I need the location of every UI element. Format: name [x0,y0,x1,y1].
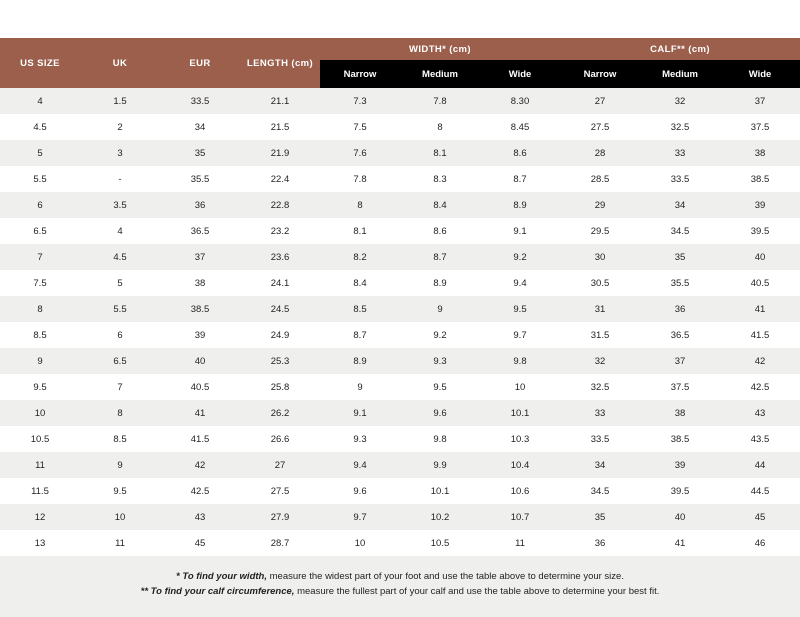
cell-us-size: 12 [0,504,80,530]
cell-length: 24.5 [240,296,320,322]
cell-uk: 1.5 [80,88,160,114]
cell-width-narrow: 7.3 [320,88,400,114]
cell-calf-medium: 33.5 [640,166,720,192]
cell-calf-wide: 43.5 [720,426,800,452]
cell-us-size: 8 [0,296,80,322]
cell-length: 23.6 [240,244,320,270]
cell-us-size: 11 [0,452,80,478]
col-header-eur: EUR [160,38,240,88]
cell-us-size: 9.5 [0,374,80,400]
cell-width-narrow: 9.3 [320,426,400,452]
footnote-width-text: measure the widest part of your foot and use the table above to determine your size. [266,571,624,582]
cell-width-narrow: 9.6 [320,478,400,504]
footnote-calf-text: measure the fullest part of your calf and use the table above to determine your best fit. [294,585,660,597]
cell-width-wide: 9.4 [480,270,560,296]
cell-length: 21.1 [240,88,320,114]
cell-width-medium: 9.2 [400,322,480,348]
footnote-calf [40,585,760,600]
cell-calf-narrow: 29.5 [560,218,640,244]
table-row [0,452,800,478]
cell-us-size: 10.5 [0,426,80,452]
cell-eur: 35.5 [160,166,240,192]
cell-calf-wide: 43 [720,400,800,426]
cell-eur: 45 [160,530,240,556]
cell-calf-medium: 32.5 [640,114,720,140]
cell-width-medium: 9.6 [400,400,480,426]
table-row [0,504,800,530]
cell-uk: 10 [80,504,160,530]
cell-calf-wide: 45 [720,504,800,530]
cell-us-size: 11.5 [0,478,80,504]
header-group-row [0,38,800,60]
table-row [0,140,800,166]
cell-width-narrow: 8.9 [320,348,400,374]
cell-calf-wide: 37.5 [720,114,800,140]
cell-width-narrow: 9.1 [320,400,400,426]
col-header-uk: UK [80,38,160,88]
table-header [0,38,800,88]
cell-calf-narrow: 33.5 [560,426,640,452]
cell-calf-wide: 40.5 [720,270,800,296]
cell-calf-wide: 38 [720,140,800,166]
cell-eur: 43 [160,504,240,530]
table-row [0,296,800,322]
cell-calf-medium: 34.5 [640,218,720,244]
table-row [0,400,800,426]
cell-calf-narrow: 28.5 [560,166,640,192]
cell-width-medium: 9.9 [400,452,480,478]
cell-length: 26.2 [240,400,320,426]
cell-eur: 37 [160,244,240,270]
cell-length: 26.6 [240,426,320,452]
cell-width-medium: 9.8 [400,426,480,452]
cell-calf-narrow: 27 [560,88,640,114]
cell-us-size: 9 [0,348,80,374]
cell-eur: 38.5 [160,296,240,322]
cell-calf-medium: 38 [640,400,720,426]
cell-us-size: 4.5 [0,114,80,140]
cell-width-narrow: 8.4 [320,270,400,296]
cell-width-medium: 8.7 [400,244,480,270]
cell-length: 25.8 [240,374,320,400]
cell-us-size: 10 [0,400,80,426]
cell-uk: 11 [80,530,160,556]
cell-calf-wide: 42.5 [720,374,800,400]
cell-uk: 2 [80,114,160,140]
cell-width-narrow: 9.4 [320,452,400,478]
cell-width-wide: 9.7 [480,322,560,348]
cell-width-wide: 10.7 [480,504,560,530]
cell-width-wide: 11 [480,530,560,556]
cell-width-narrow: 8.5 [320,296,400,322]
cell-length: 24.9 [240,322,320,348]
cell-calf-medium: 36.5 [640,322,720,348]
cell-width-medium: 9 [400,296,480,322]
cell-uk: 6.5 [80,348,160,374]
cell-length: 22.4 [240,166,320,192]
cell-us-size: 5 [0,140,80,166]
table-row [0,270,800,296]
col-header-width-narrow: Narrow [320,60,400,88]
table-row [0,322,800,348]
cell-eur: 42.5 [160,478,240,504]
cell-uk: 9 [80,452,160,478]
cell-calf-narrow: 31 [560,296,640,322]
cell-width-medium: 10.5 [400,530,480,556]
cell-width-wide: 10 [480,374,560,400]
cell-eur: 40.5 [160,374,240,400]
cell-uk: 4.5 [80,244,160,270]
cell-calf-medium: 39.5 [640,478,720,504]
cell-width-narrow: 7.8 [320,166,400,192]
footnote-width-label: * To find your width, [176,571,267,582]
cell-calf-wide: 44.5 [720,478,800,504]
cell-calf-narrow: 36 [560,530,640,556]
cell-calf-medium: 37.5 [640,374,720,400]
cell-uk: 3.5 [80,192,160,218]
cell-eur: 41.5 [160,426,240,452]
cell-us-size: 6.5 [0,218,80,244]
cell-length: 21.9 [240,140,320,166]
cell-width-wide: 8.30 [480,88,560,114]
cell-width-narrow: 9 [320,374,400,400]
table-row [0,426,800,452]
col-header-length: LENGTH (cm) [240,38,320,88]
footnote-width [40,570,760,585]
cell-width-medium: 7.8 [400,88,480,114]
cell-width-wide: 9.1 [480,218,560,244]
cell-width-narrow: 7.6 [320,140,400,166]
cell-width-wide: 8.7 [480,166,560,192]
cell-width-wide: 10.6 [480,478,560,504]
cell-width-wide: 10.1 [480,400,560,426]
cell-eur: 40 [160,348,240,374]
cell-us-size: 8.5 [0,322,80,348]
size-chart-table [0,38,800,556]
cell-eur: 39 [160,322,240,348]
cell-us-size: 4 [0,88,80,114]
cell-calf-medium: 39 [640,452,720,478]
cell-length: 27.9 [240,504,320,530]
cell-calf-narrow: 32.5 [560,374,640,400]
cell-uk: 9.5 [80,478,160,504]
cell-uk: 5 [80,270,160,296]
cell-calf-narrow: 34.5 [560,478,640,504]
cell-width-wide: 8.9 [480,192,560,218]
cell-length: 25.3 [240,348,320,374]
col-header-width-wide: Wide [480,60,560,88]
table-row [0,192,800,218]
cell-length: 22.8 [240,192,320,218]
cell-calf-wide: 40 [720,244,800,270]
cell-calf-narrow: 28 [560,140,640,166]
cell-calf-medium: 35 [640,244,720,270]
cell-calf-medium: 34 [640,192,720,218]
cell-width-narrow: 7.5 [320,114,400,140]
cell-uk: 3 [80,140,160,166]
cell-calf-narrow: 34 [560,452,640,478]
cell-width-narrow: 10 [320,530,400,556]
cell-width-medium: 10.2 [400,504,480,530]
cell-uk: 5.5 [80,296,160,322]
cell-uk: - [80,166,160,192]
cell-calf-medium: 32 [640,88,720,114]
col-group-header-calf: CALF** (cm) [560,38,800,60]
footnotes [0,556,800,617]
cell-width-wide: 9.5 [480,296,560,322]
cell-calf-narrow: 35 [560,504,640,530]
cell-uk: 7 [80,374,160,400]
cell-width-narrow: 8 [320,192,400,218]
cell-width-medium: 8.9 [400,270,480,296]
cell-length: 28.7 [240,530,320,556]
cell-uk: 6 [80,322,160,348]
cell-calf-wide: 41.5 [720,322,800,348]
cell-eur: 34 [160,114,240,140]
cell-calf-wide: 46 [720,530,800,556]
cell-width-narrow: 8.2 [320,244,400,270]
cell-length: 27 [240,452,320,478]
cell-calf-medium: 37 [640,348,720,374]
cell-width-wide: 10.3 [480,426,560,452]
cell-us-size: 5.5 [0,166,80,192]
cell-calf-wide: 38.5 [720,166,800,192]
cell-calf-narrow: 31.5 [560,322,640,348]
table-body [0,88,800,556]
cell-width-medium: 8.4 [400,192,480,218]
table-row [0,530,800,556]
cell-width-medium: 9.5 [400,374,480,400]
cell-width-wide: 9.2 [480,244,560,270]
table-row [0,374,800,400]
cell-width-wide: 9.8 [480,348,560,374]
cell-calf-narrow: 27.5 [560,114,640,140]
cell-calf-wide: 44 [720,452,800,478]
cell-width-medium: 9.3 [400,348,480,374]
cell-width-medium: 8.1 [400,140,480,166]
cell-calf-wide: 41 [720,296,800,322]
cell-uk: 8.5 [80,426,160,452]
cell-eur: 41 [160,400,240,426]
cell-uk: 8 [80,400,160,426]
col-group-header-width: WIDTH* (cm) [320,38,560,60]
cell-calf-medium: 38.5 [640,426,720,452]
cell-calf-medium: 33 [640,140,720,166]
cell-calf-wide: 39 [720,192,800,218]
cell-calf-medium: 35.5 [640,270,720,296]
cell-us-size: 7 [0,244,80,270]
cell-width-narrow: 8.7 [320,322,400,348]
cell-calf-wide: 37 [720,88,800,114]
cell-calf-wide: 39.5 [720,218,800,244]
cell-length: 21.5 [240,114,320,140]
table-row [0,88,800,114]
cell-width-medium: 10.1 [400,478,480,504]
cell-us-size: 7.5 [0,270,80,296]
cell-us-size: 6 [0,192,80,218]
cell-calf-medium: 41 [640,530,720,556]
cell-us-size: 13 [0,530,80,556]
cell-eur: 33.5 [160,88,240,114]
cell-length: 27.5 [240,478,320,504]
cell-width-wide: 8.6 [480,140,560,166]
cell-calf-narrow: 29 [560,192,640,218]
cell-eur: 36 [160,192,240,218]
table-row [0,244,800,270]
cell-calf-narrow: 30.5 [560,270,640,296]
cell-length: 23.2 [240,218,320,244]
cell-width-narrow: 9.7 [320,504,400,530]
table-row [0,478,800,504]
cell-width-wide: 10.4 [480,452,560,478]
cell-calf-narrow: 33 [560,400,640,426]
col-header-calf-medium: Medium [640,60,720,88]
cell-width-medium: 8 [400,114,480,140]
footnote-calf-label: ** To find your calf circumference, [140,585,295,597]
cell-calf-narrow: 30 [560,244,640,270]
cell-length: 24.1 [240,270,320,296]
cell-width-wide: 8.45 [480,114,560,140]
col-header-width-medium: Medium [400,60,480,88]
cell-eur: 36.5 [160,218,240,244]
table-row [0,218,800,244]
cell-calf-wide: 42 [720,348,800,374]
cell-width-medium: 8.3 [400,166,480,192]
cell-eur: 35 [160,140,240,166]
cell-uk: 4 [80,218,160,244]
cell-width-medium: 8.6 [400,218,480,244]
col-header-calf-narrow: Narrow [560,60,640,88]
table-row [0,114,800,140]
table-row [0,166,800,192]
cell-calf-narrow: 32 [560,348,640,374]
cell-eur: 38 [160,270,240,296]
col-header-us-size: US SIZE [0,38,80,88]
cell-calf-medium: 40 [640,504,720,530]
cell-eur: 42 [160,452,240,478]
col-header-calf-wide: Wide [720,60,800,88]
cell-width-narrow: 8.1 [320,218,400,244]
cell-calf-medium: 36 [640,296,720,322]
table-row [0,348,800,374]
